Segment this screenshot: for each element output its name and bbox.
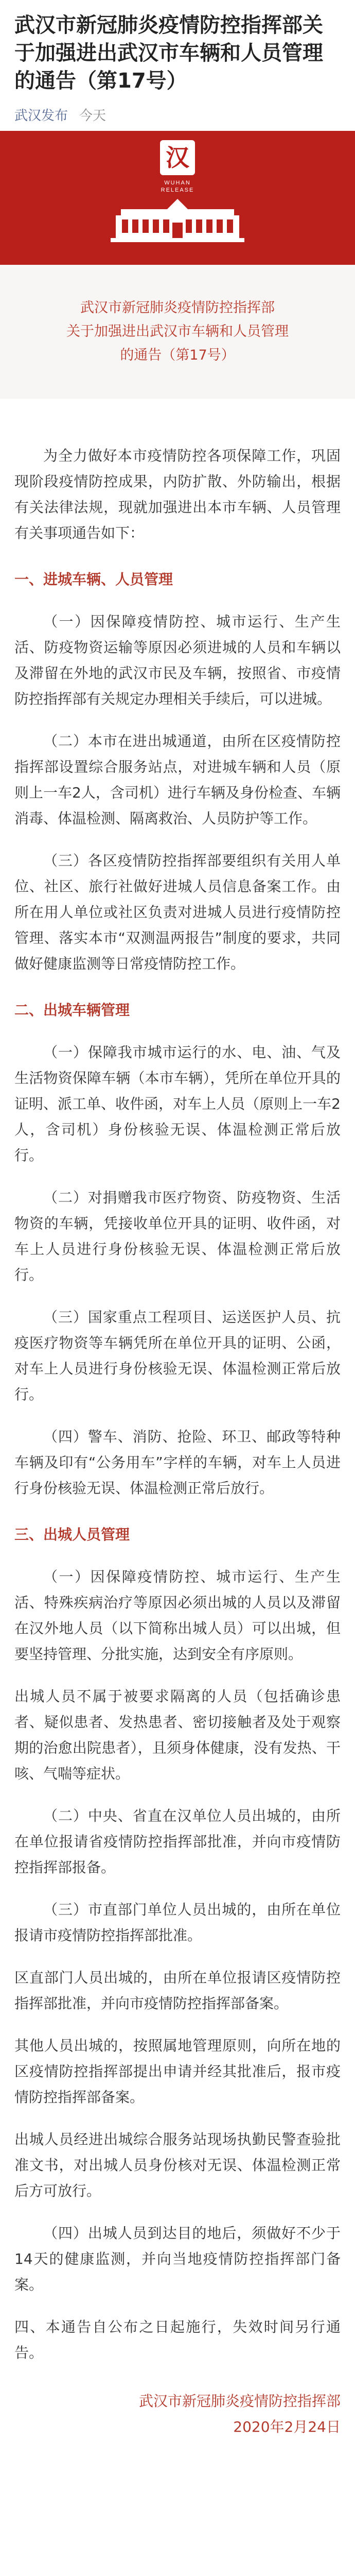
seal-char: 汉 [166,145,189,171]
paragraph: 出城人员经进出城综合服务站现场执勤民警查验批准文书，对出城人员身份核对无误、体温检测正常后方可放行。 [14,2131,341,2199]
logo-caption-2: RELEASE [161,187,194,193]
notice-line-3: 的通告（第17号） [120,347,235,363]
paragraph: 出城人员不属于被要求隔离的人员（包括确诊患者、疑似患者、发热患者、密切接触者及处于观察期的治愈出院患者），且须身体健康，没有发热、干咳、气喘等症状。 [14,1688,341,1782]
article-body [14,443,341,2440]
paragraph: （四）警车、消防、抢险、环卫、邮政等特种车辆及印有“公务用车”字样的车辆，对车上人员进行身份核验无误、体温检测正常后放行。 [14,1428,341,1497]
intro-paragraph: 为全力做好本市疫情防控各项保障工作，巩固现阶段疫情防控成果，内防扩散、外防输出，根据有关法律法规，现就加强进出本市车辆、人员管理有关事项通告如下： [14,447,341,541]
paragraph: （一）因保障疫情防控、城市运行、生产生活、防疫物资运输等原因必须进城的人员和车辆以及滞留在外地的武汉市民及车辆，按照省、市疫情防控指挥部有关规定办理相关手续后，可以进城。 [14,613,341,707]
paragraph: （一）因保障疫情防控、城市运行、生产生活、特殊疾病治疗等原因必须出城的人员以及滞留在汉外地人员（以下简称出城人员）可以出城，但要坚持管理、分批实施，达到安全有序原则。 [14,1568,341,1663]
logo-caption-1: WUHAN [164,180,191,186]
article-title: 武汉市新冠肺炎疫情防控指挥部关于加强进出武汉市车辆和人员管理的通告（第17号） [14,13,323,93]
paragraph: （二）对捐赠我市医疗物资、防疫物资、生活物资的车辆，凭接收单位开具的证明、收件函，对车上人员进行身份核验无误、体温检测正常后放行。 [14,1189,341,1283]
wuhan-release-logo [111,138,244,252]
section-heading-1: 一、进城车辆、人员管理 [14,571,173,588]
paragraph: 其他人员出城的，按照属地管理原则，向所在地的区疫情防控指挥部提出申请并经其批准后，报市疫情防控指挥部备案。 [14,2037,341,2106]
logo-graphic [111,138,244,252]
signature-org: 武汉市新冠肺炎疫情防控指挥部 [138,2393,341,2410]
section-heading-2: 二、出城车辆管理 [14,1002,130,1019]
author-link[interactable]: 武汉发布 [14,108,68,124]
notice-line-1: 武汉市新冠肺炎疫情防控指挥部 [80,300,275,316]
notice-line-2: 关于加强进出武汉市车辆和人员管理 [66,324,289,340]
paragraph: （二）中央、省直在汉单位人员出城的，由所在单位报请省疫情防控指挥部批准，并向市疫情防控指挥部报备。 [14,1807,341,1876]
paragraph: （三）各区疫情防控指挥部要组织有关用人单位、社区、旅行社做好进城人员信息备案工作。由所在用人单位或社区负责对进城人员进行疫情防控管理、落实本市“双测温两报告”制度的要求，共同做好健康监测等日常疫情防控工作。 [14,852,341,972]
paragraph: （一）保障我市城市运行的水、电、油、气及生活物资保障车辆（本市车辆），凭所在单位开具的证明、派工单、收件函，对车上人员（原则上一车2人，含司机）身份核验无误、体温检测正常后放行。 [14,1044,341,1164]
section-heading-3: 三、出城人员管理 [14,1526,130,1543]
paragraph: （四）出城人员到达目的地后，须做好不少于14天的健康监测，并向当地疫情防控指挥部门备案。 [14,2225,341,2293]
paragraph: （二）本市在进出城通道，由所在区疫情防控指挥部设置综合服务站点，对进城车辆和人员（原则上一车2人，含司机）进行车辆及身份检查、车辆消毒、体温检测、隔离救治、人员防护等工作。 [14,733,341,827]
paragraph: 区直部门人员出城的，由所在单位报请区疫情防控指挥部批准，并向市疫情防控指挥部备案。 [14,1969,341,2012]
paragraph: 四、本通告自公布之日起施行，失效时间另行通告。 [14,2318,341,2361]
signature-date: 2020年2月24日 [233,2418,341,2435]
paragraph: （三）国家重点工程项目、运送医护人员、抗疫医疗物资等车辆凭所在单位开具的证明、公函，对车上人员进行身份核验无误、体温检测正常后放行。 [14,1309,341,1403]
notice-title-box [0,265,355,399]
publish-time: 今天 [79,108,106,124]
article-meta [14,105,106,124]
banner-image [0,131,355,265]
paragraph: （三）市直部门单位人员出城的，由所在单位报请市疫情防控指挥部批准。 [14,1901,341,1944]
